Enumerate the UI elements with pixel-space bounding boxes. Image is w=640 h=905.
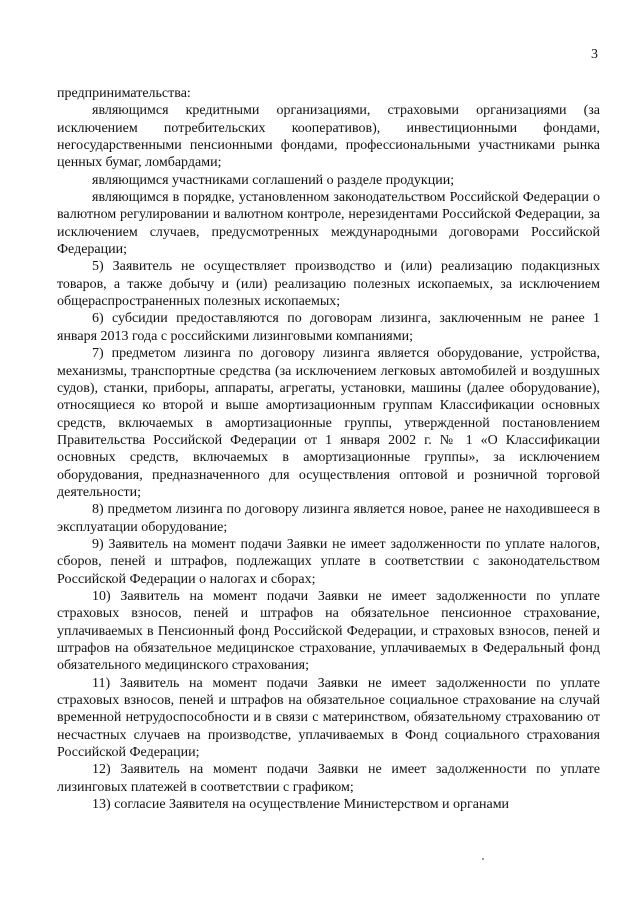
paragraph-nonresidents: являющимся в порядке, установленном законодательством Российской Федерации о валютном регулировании и валютном контроле, нерезидентами Российской Федерации, за исключением случаев, предусмотренных международными договорами Российской Федерации; [57, 190, 600, 258]
paragraph-item-10: 10) Заявитель на момент подачи Заявки не имеет задолженности по уплате страховых взносов, пеней и штрафов на обязательное пенсионное страхование, уплачиваемых в Пенсионный фонд Российской Федерации, и страховых взносов, пеней и штрафов на обязательное медицинское страхование, уплачиваемых в Федеральный фонд обязательного медицинского страхования; [57, 588, 600, 674]
body-text [57, 85, 600, 813]
paragraph-item-11: 11) Заявитель на момент подачи Заявки не имеет задолженности по уплате страховых взносов, пеней и штрафов на обязательное социальное страхование на случай временной нетрудоспособности и в связи с материнством, обязательному страхованию от несчастных случаев на производстве, уплачиваемых в Фонд социального страхования Российской Федерации; [57, 675, 600, 761]
paragraph-item-13: 13) согласие Заявителя на осуществление Министерством и органами [92, 797, 510, 813]
paragraph-production-sharing: являющимся участниками соглашений о разделе продукции; [92, 172, 455, 188]
paragraph-item-9: 9) Заявитель на момент подачи Заявки не имеет задолженности по уплате налогов, сборов, пеней и штрафов, подлежащих уплате в соответствии с законодательством Российской Федерации о налогах и сборах; [57, 536, 600, 587]
paragraph-credit-organizations: являющимся кредитными организациями, страховыми организациями (за исключением потребительских кооперативов), инвестиционными фондами, негосударственными пенсионными фондами, профессиональными участниками рынка ценных бумаг, ломбардами; [57, 103, 600, 171]
paragraph-continuation: предпринимательства: [57, 86, 191, 101]
paragraph-item-6: 6) субсидии предоставляются по договорам лизинга, заключенным не ранее 1 января 2013 года с российскими лизинговыми компаниями; [57, 311, 600, 344]
paragraph-item-12: 12) Заявитель на момент подачи Заявки не имеет задолженности по уплате лизинговых платежей в соответствии с графиком; [57, 762, 600, 795]
paragraph-item-8: 8) предметом лизинга по договору лизинга является новое, ранее не находившееся в эксплуатации оборудование; [57, 502, 600, 535]
paragraph-item-5: 5) Заявитель не осуществляет производство и (или) реализацию подакцизных товаров, а также добычу и (или) реализацию полезных ископаемых, за исключением общераспространенных полезных ископаемых; [57, 259, 600, 310]
page-number: 3 [591, 47, 598, 62]
scan-speck [482, 858, 484, 860]
paragraph-item-7: 7) предметом лизинга по договору лизинга является оборудование, устройства, механизмы, транспортные средства (за исключением легковых автомобилей и воздушных судов), станки, приборы, аппараты, агрегаты, установки, машины (далее оборудование), относящиеся ко второй и выше амортизационным группам Классификации основных средств, включаемых в амортизационные группы, утвержденной постановлением Правительства Российской Федерации от 1 января 2002 г. № 1 «О Классификации основных средств, включаемых в амортизационные группы», за исключением оборудования, предназначенного для осуществления оптовой и розничной торговой деятельности; [57, 346, 600, 500]
